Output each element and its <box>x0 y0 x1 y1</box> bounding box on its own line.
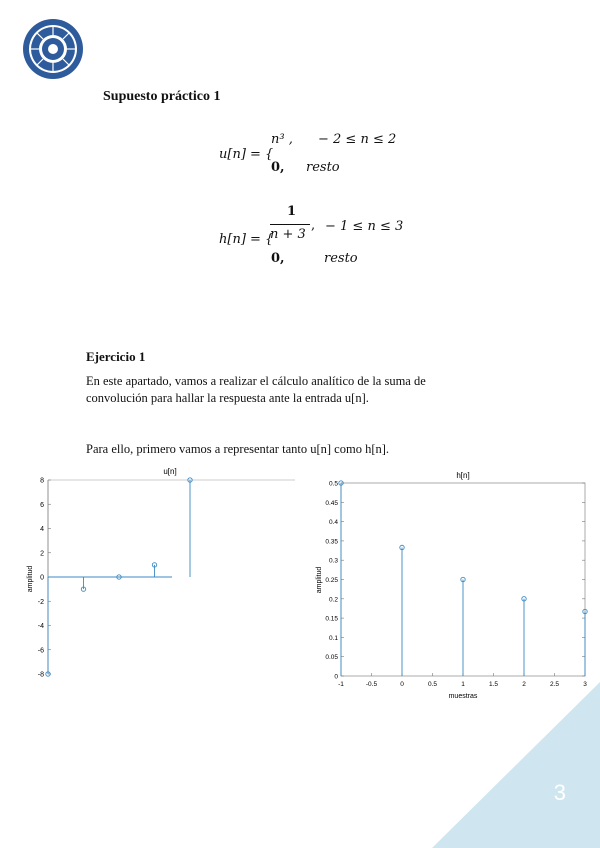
u-case1-condition: − 2 ≤ n ≤ 2 <box>318 132 397 147</box>
h-ytick-label: 0.1 <box>328 634 338 642</box>
u-chart-stems <box>46 478 192 676</box>
corner-triangle-decoration <box>432 682 600 848</box>
h-xtick-label: 2 <box>522 681 526 688</box>
university-seal-icon <box>22 18 84 80</box>
exercise-title: Ejercicio 1 <box>86 349 146 364</box>
h-ytick-label: 0.2 <box>328 596 338 604</box>
u-chart-ylabel: amplitud <box>27 565 34 593</box>
h-xtick-label: 0 <box>400 681 404 688</box>
page-number: 3 <box>553 780 566 805</box>
h-xtick-label: 1.5 <box>488 681 499 688</box>
u-ytick-label: 0 <box>40 574 44 582</box>
h-ytick-label: 0.5 <box>328 480 338 488</box>
u-ytick-label: -4 <box>37 623 44 630</box>
exercise-paragraph-line-2: convolución para hallar la respuesta ante la entrada u[n]. <box>86 391 369 405</box>
h-xtick-label: 0.5 <box>427 681 438 688</box>
h-stem-chart <box>315 466 590 706</box>
h-chart-stems <box>339 481 587 676</box>
u-ytick-label: -8 <box>37 671 44 679</box>
h-xtick-label: -0.5 <box>365 681 378 688</box>
fraction-bar <box>270 224 310 225</box>
u-ytick-label: -2 <box>37 598 44 606</box>
h-xtick-label: -1 <box>338 681 344 688</box>
h-xtick-label: 1 <box>461 681 465 688</box>
h-case1-denominator: n + 3 <box>270 227 306 242</box>
h-ytick-label: 0 <box>334 673 338 681</box>
u-ytick-label: 4 <box>40 526 44 533</box>
h-ytick-label: 0.35 <box>325 538 338 546</box>
h-chart-title: h[n] <box>456 471 470 480</box>
u-chart-title: u[n] <box>163 467 177 476</box>
u-ytick-label: 2 <box>40 550 44 558</box>
h-case1-numerator: 1 <box>287 204 297 219</box>
u-case2-condition: resto <box>306 160 340 175</box>
h-equation-lhs: h[n] = { <box>219 232 274 247</box>
u-chart-yticks <box>38 478 51 679</box>
u-stem-chart <box>20 464 295 684</box>
h-chart-ylabel: amplitud <box>316 566 323 594</box>
h-xtick-label: 2.5 <box>549 681 560 688</box>
u-case1-expr: n³ , <box>271 132 293 147</box>
section-title: Supuesto práctico 1 <box>103 89 221 104</box>
h-ytick-label: 0.3 <box>328 557 338 565</box>
h-ytick-label: 0.45 <box>325 499 338 507</box>
u-equation-lhs: u[n] = { <box>219 147 274 162</box>
h-case1-separator: , <box>311 218 316 233</box>
h-chart-yticks <box>325 481 585 681</box>
h-chart-xlabel: muestras <box>448 693 478 700</box>
h-case1-condition: − 1 ≤ n ≤ 3 <box>325 219 404 234</box>
u-ytick-label: -6 <box>37 647 44 655</box>
u-ytick-label: 6 <box>40 501 44 509</box>
exercise-paragraph-2: Para ello, primero vamos a representar tanto u[n] como h[n]. <box>86 442 390 456</box>
h-ytick-label: 0.15 <box>325 615 338 623</box>
u-ytick-label: 8 <box>40 477 44 485</box>
h-ytick-label: 0.4 <box>328 519 338 527</box>
exercise-paragraph-line-1: En este apartado, vamos a realizar el cálculo analítico de la suma de <box>86 374 426 388</box>
h-case2-expr: 0, <box>271 251 285 266</box>
h-xtick-label: 3 <box>583 681 587 688</box>
h-case2-condition: resto <box>324 251 358 266</box>
h-ytick-label: 0.05 <box>325 654 338 662</box>
u-case2-expr: 0, <box>271 160 285 175</box>
h-ytick-label: 0.25 <box>325 577 338 584</box>
